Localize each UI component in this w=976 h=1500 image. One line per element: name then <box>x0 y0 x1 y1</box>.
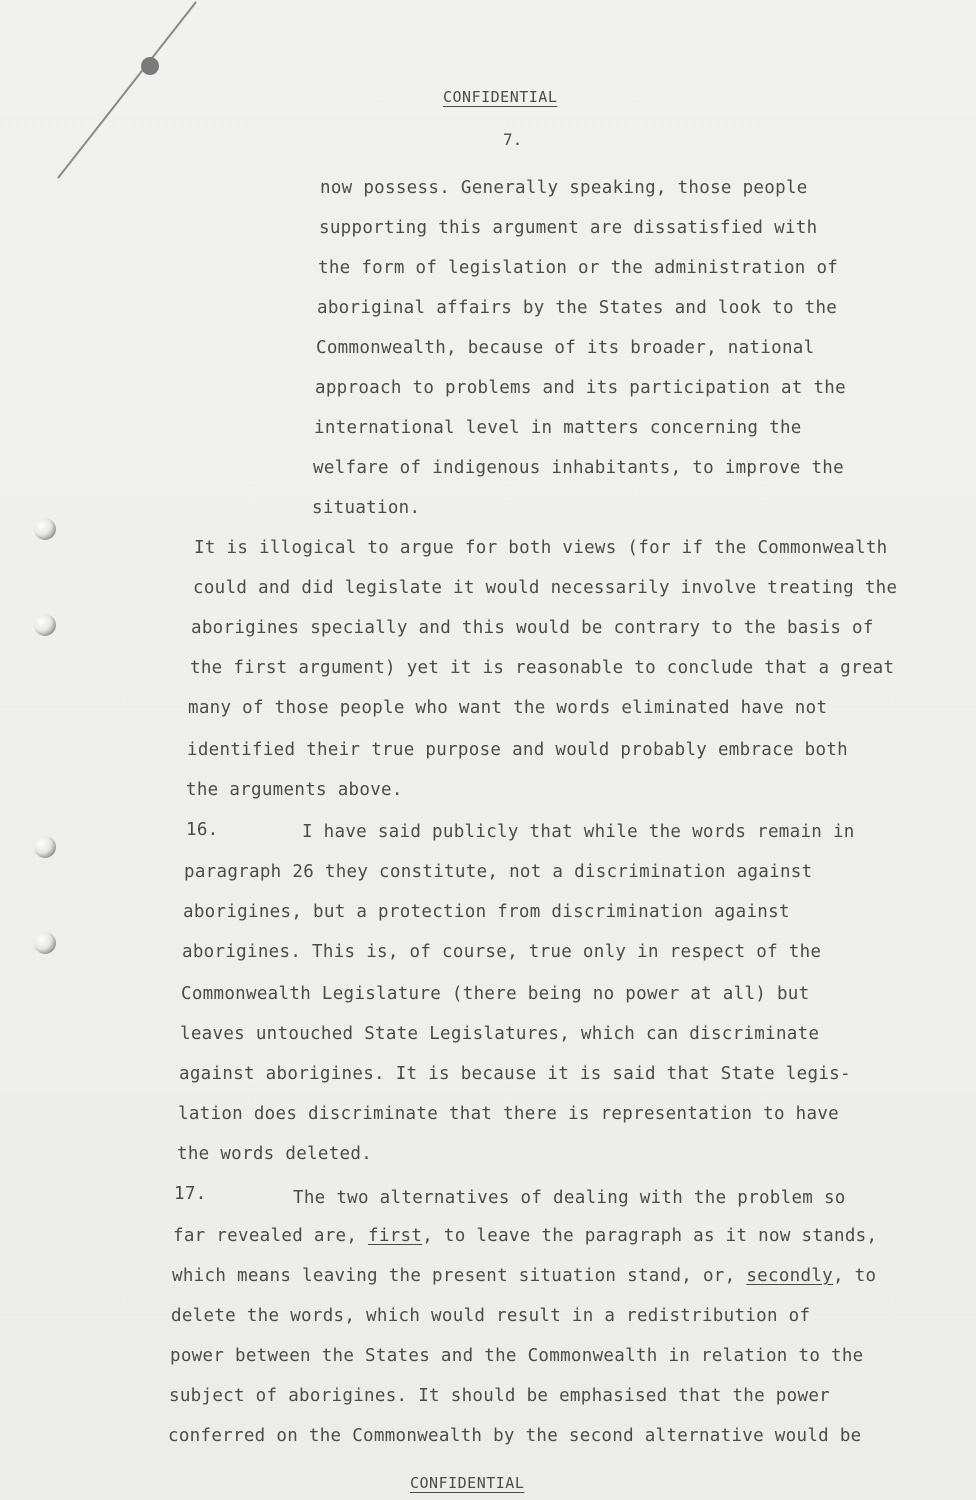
paragraph-17-line-3-pre: which means leaving the present situation stand, or, <box>172 1266 747 1286</box>
paragraph-16-line-9: the words deleted. <box>177 1144 373 1164</box>
paragraph-17-line-3 <box>172 1266 876 1286</box>
paragraph-a-line-4: the first argument) yet it is reasonable to conclude that a great <box>190 658 895 678</box>
emphasis-secondly: secondly <box>746 1266 833 1286</box>
paragraph-16-line-6: leaves untouched State Legislatures, which can discriminate <box>180 1024 820 1044</box>
indented-line-2: supporting this argument are dissatisfied with <box>319 218 818 238</box>
indented-line-9: situation. <box>312 498 421 518</box>
paragraph-16-line-8: lation does discriminate that there is representation to have <box>178 1104 839 1124</box>
paragraph-17-line-1: The two alternatives of dealing with the problem so <box>293 1188 846 1208</box>
paragraph-17-line-5: power between the States and the Commonwealth in relation to the <box>170 1346 864 1366</box>
paragraph-16-line-4: aborigines. This is, of course, true only in respect of the <box>182 942 822 962</box>
paragraph-16-number: 16. <box>186 820 219 840</box>
paragraph-17-line-2-post: , to leave the paragraph as it now stands, <box>422 1226 878 1246</box>
punch-hole-2 <box>34 614 56 636</box>
indented-line-3: the form of legislation or the administration of <box>318 258 839 278</box>
paragraph-16-line-7: against aborigines. It is because it is said that State legis- <box>179 1064 851 1084</box>
punch-hole-1 <box>34 518 56 540</box>
paragraph-17-number: 17. <box>174 1184 207 1204</box>
paragraph-17-line-7: conferred on the Commonwealth by the second alternative would be <box>168 1426 862 1446</box>
paragraph-17-line-2-pre: far revealed are, <box>173 1226 369 1246</box>
indented-line-6: approach to problems and its participation at the <box>315 378 846 398</box>
header-confidential: CONFIDENTIAL <box>443 88 558 106</box>
paragraph-16-line-5: Commonwealth Legislature (there being no power at all) but <box>181 984 810 1004</box>
paragraph-17-line-4: delete the words, which would result in a redistribution of <box>171 1306 811 1326</box>
paragraph-16-line-3: aborigines, but a protection from discrimination against <box>183 902 790 922</box>
indented-line-7: international level in matters concerning the <box>314 418 802 438</box>
paragraph-a-line-6: identified their true purpose and would probably embrace both <box>187 740 848 760</box>
indented-line-8: welfare of indigenous inhabitants, to improve the <box>313 458 844 478</box>
footer-confidential: CONFIDENTIAL <box>410 1474 525 1492</box>
page-number: 7. <box>503 130 523 149</box>
paragraph-a-line-1: It is illogical to argue for both views (for if the Commonwealth <box>194 538 888 558</box>
punch-hole-3 <box>34 836 56 858</box>
indented-line-5: Commonwealth, because of its broader, national <box>316 338 815 358</box>
paragraph-17-line-2 <box>173 1226 877 1246</box>
paragraph-16-line-1: I have said publicly that while the words remain in <box>302 822 855 842</box>
emphasis-first: first <box>368 1226 423 1246</box>
paragraph-17-line-3-post: , to <box>833 1266 877 1286</box>
paragraph-a-line-2: could and did legislate it would necessarily involve treating the <box>193 578 898 598</box>
paragraph-a-line-5: many of those people who want the words eliminated have not <box>188 698 828 718</box>
indented-line-1: now possess. Generally speaking, those people <box>320 178 808 198</box>
paragraph-a-line-7: the arguments above. <box>186 780 403 800</box>
punch-hole-4 <box>34 932 56 954</box>
paragraph-16-line-2: paragraph 26 they constitute, not a discrimination against <box>184 862 813 882</box>
indented-line-4: aboriginal affairs by the States and look to the <box>317 298 838 318</box>
paragraph-a-line-3: aborigines specially and this would be contrary to the basis of <box>191 618 874 638</box>
paragraph-17-line-6: subject of aborigines. It should be emphasised that the power <box>169 1386 830 1406</box>
pen-scratch-mark <box>0 0 200 200</box>
